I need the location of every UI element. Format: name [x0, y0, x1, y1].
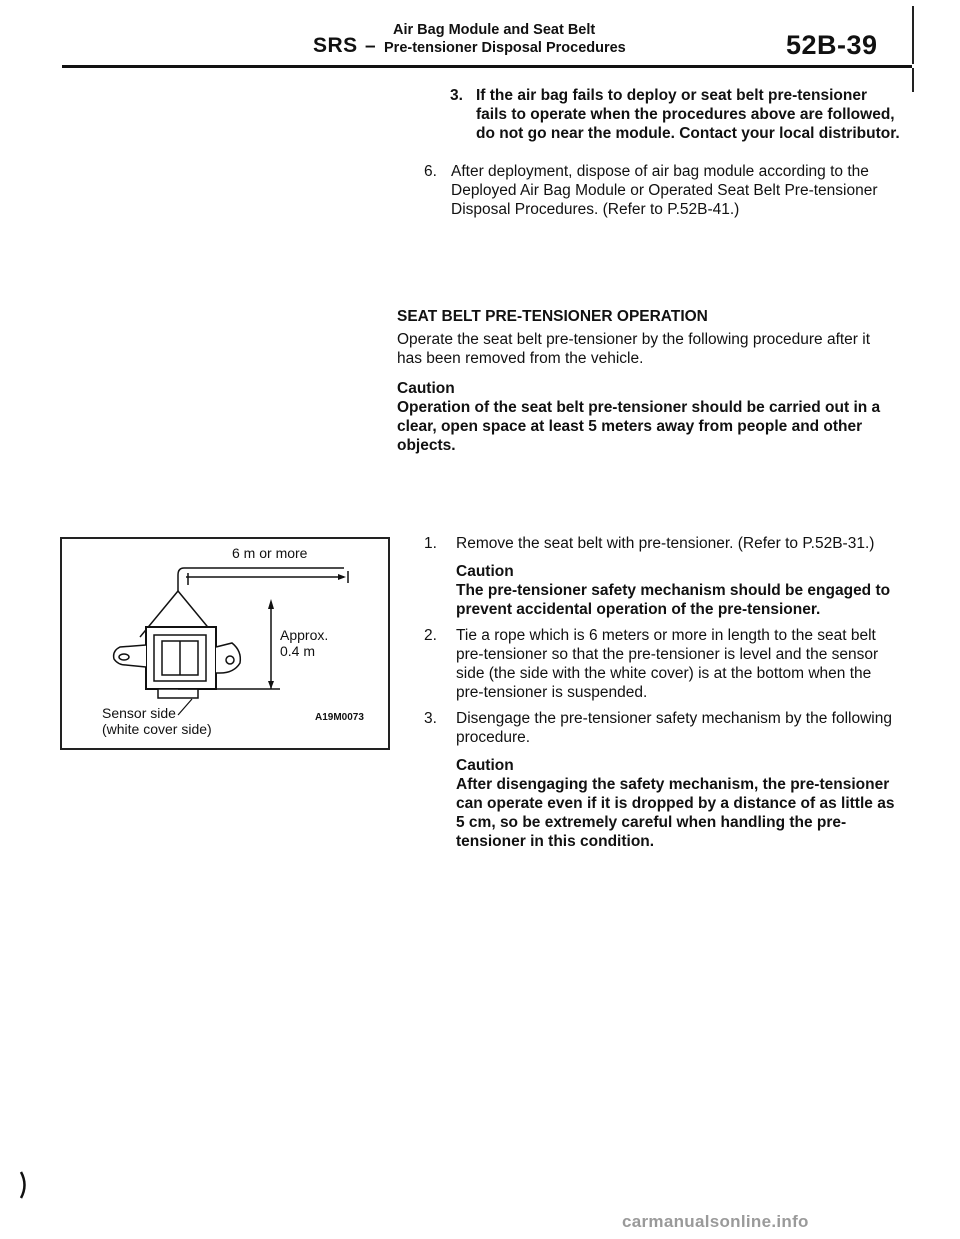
figure-approx-value: 0.4 m [280, 643, 316, 659]
step-caution-label: Caution [456, 563, 514, 580]
caution-label: Caution [397, 380, 455, 397]
caution-text: Operation of the seat belt pre-tensioner should be carried out in a clear, open space at least 5 meters away from people and other objects. [397, 399, 881, 454]
top-step-text: After deployment, dispose of air bag module according to the Deployed Air Bag Module or Operated Seat Belt Pre-tensioner Disposal Procedures. (Refer to P.52B-41.) [451, 163, 878, 218]
step-caution-text: The pre-tensioner safety mechanism should be engaged to prevent accidental operation of the pre-tensioner. [456, 582, 891, 618]
step-caution-text: After disengaging the safety mechanism, the pre-tensioner can operate even if it is dropped by a distance of as little as 5 cm, so be extremely careful when handling the pre-tensioner in this condition. [456, 776, 895, 850]
pretensioner-figure [60, 537, 390, 750]
section-code: SRS [313, 34, 358, 57]
step-number: 1. [424, 535, 437, 552]
figure-distance-label: 6 m or more [232, 545, 308, 561]
figure-height-label [280, 627, 328, 659]
top-step-number: 3. [450, 87, 463, 104]
step-number: 3. [424, 710, 437, 727]
figure-sensor-label [102, 705, 212, 737]
section-intro: Operate the seat belt pre-tensioner by the following procedure after it has been removed from the vehicle. [397, 331, 871, 367]
header-title-line1: Air Bag Module and Seat Belt [393, 22, 596, 38]
edge-bar [912, 6, 914, 64]
figure-sensor-line2: (white cover side) [102, 721, 212, 737]
top-step-text: If the air bag fails to deploy or seat belt pre-tensioner fails to operate when the procedures above are followed, do not go near the module. Contact your local distributor. [476, 87, 900, 142]
step-caution-label: Caution [456, 757, 514, 774]
procedure-steps [424, 534, 900, 858]
figure-approx-line: Approx. [280, 627, 329, 643]
edge-bar-lower [912, 68, 914, 92]
header-rule [62, 65, 912, 68]
top-step-6 [424, 162, 894, 219]
scan-mark [18, 1170, 30, 1200]
page-number: 52B-39 [786, 30, 878, 60]
section-title: SEAT BELT PRE-TENSIONER OPERATION [397, 308, 708, 325]
figure-sensor-line1: Sensor side [102, 705, 176, 721]
top-step-number: 6. [424, 163, 437, 180]
header-title-line2: Pre-tensioner Disposal Procedures [384, 40, 626, 56]
list-item [424, 709, 900, 851]
step-text: Disengage the pre-tensioner safety mechanism by the following procedure. [456, 710, 892, 746]
list-item [424, 626, 900, 702]
step-text: Tie a rope which is 6 meters or more in length to the seat belt pre-tensioner so that the pre-tensioner is level and the sensor side (the side with the white cover) is at the bottom when the pre-tensioner is suspended. [456, 627, 879, 701]
top-step-3 [450, 86, 902, 143]
figure-code: A19M0073 [315, 712, 364, 723]
watermark: carmanualsonline.info [622, 1212, 809, 1231]
step-text: Remove the seat belt with pre-tensioner. (Refer to P.52B-31.) [456, 535, 875, 552]
header-dash: – [365, 36, 376, 57]
step-number: 2. [424, 627, 437, 644]
list-item [424, 534, 900, 619]
